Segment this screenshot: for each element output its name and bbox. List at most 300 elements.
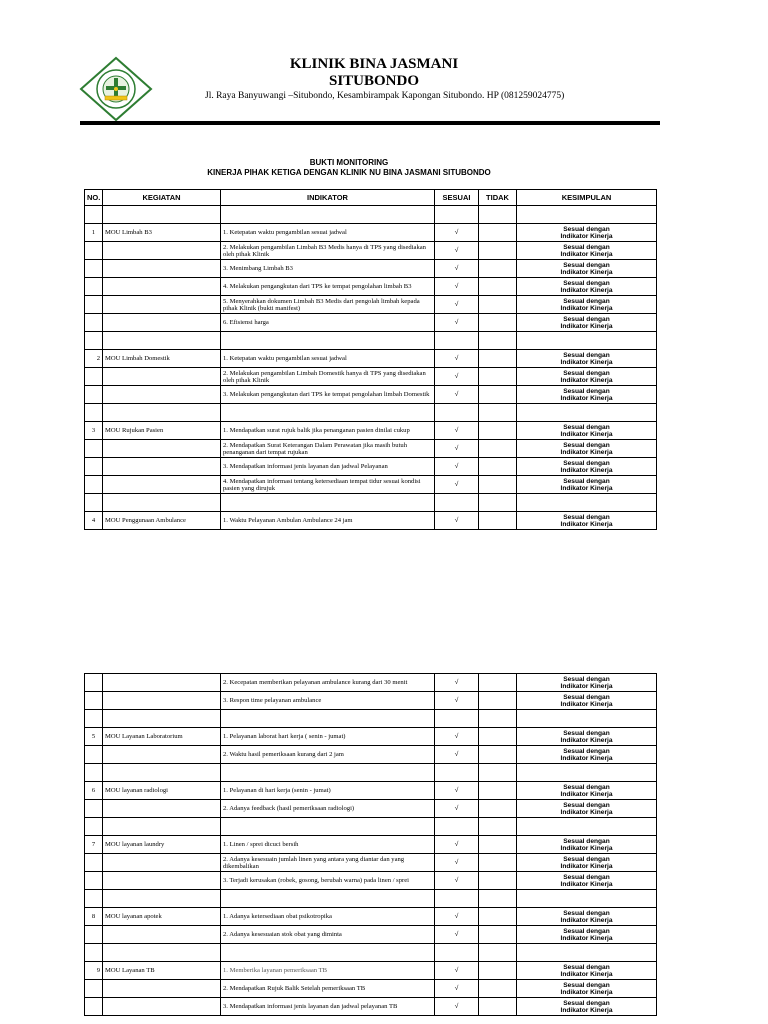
monitoring-table-part2 xyxy=(84,673,657,1016)
cell-indikator: 3. Melakukan pengangkutan dari TPS ke tempat pengolahan limbah Domestik xyxy=(221,386,435,404)
col-header-tidak: TIDAK xyxy=(479,190,517,206)
conclusion-line2: Indikator Kinerja xyxy=(560,484,613,492)
cell-no xyxy=(85,404,103,422)
cell-indikator: 2. Mendapatkan Rujuk Balik Setelah pemeriksaan TB xyxy=(221,980,435,998)
conclusion-line1: Sesual dengan xyxy=(563,423,610,431)
cell-kesimpulan xyxy=(517,944,657,962)
cell-kegiatan xyxy=(103,746,221,764)
cell-kegiatan xyxy=(103,872,221,890)
table-row xyxy=(85,296,657,314)
table-row xyxy=(85,944,657,962)
cell-tidak xyxy=(479,224,517,242)
cell-sesuai xyxy=(435,206,479,224)
table-row xyxy=(85,260,657,278)
table-row xyxy=(85,926,657,944)
conclusion-line2: Indikator Kinerja xyxy=(560,700,613,708)
cell-kegiatan xyxy=(103,458,221,476)
cell-kegiatan: MOU Layanan TB xyxy=(103,962,221,980)
cell-kesimpulan xyxy=(517,278,657,296)
table-row xyxy=(85,764,657,782)
conclusion-line2: Indikator Kinerja xyxy=(560,268,613,276)
cell-no xyxy=(85,440,103,458)
cell-kesimpulan xyxy=(517,908,657,926)
conclusion-line2: Indikator Kinerja xyxy=(560,376,613,384)
conclusion-line2: Indikator Kinerja xyxy=(560,880,613,888)
cell-sesuai: √ xyxy=(435,512,479,530)
cell-no xyxy=(85,890,103,908)
cell-no: 5 xyxy=(85,728,103,746)
cell-kegiatan xyxy=(103,242,221,260)
cell-sesuai: √ xyxy=(435,296,479,314)
cell-sesuai: √ xyxy=(435,224,479,242)
cell-no xyxy=(85,818,103,836)
conclusion-line2: Indikator Kinerja xyxy=(560,466,613,474)
monitoring-table-part1 xyxy=(84,189,657,530)
cell-kegiatan: MOU layanan laundry xyxy=(103,836,221,854)
cell-indikator: 1. Pelayanan di hari kerja (senin - jumat) xyxy=(221,782,435,800)
cell-tidak xyxy=(479,260,517,278)
col-header-no: NO. xyxy=(85,190,103,206)
conclusion-line2: Indikator Kinerja xyxy=(560,862,613,870)
conclusion-line2: Indikator Kinerja xyxy=(560,430,613,438)
cell-tidak xyxy=(479,350,517,368)
cell-no xyxy=(85,746,103,764)
conclusion-line2: Indikator Kinerja xyxy=(560,970,613,978)
cell-tidak xyxy=(479,440,517,458)
conclusion-line1: Sesual dengan xyxy=(563,729,610,737)
conclusion-line2: Indikator Kinerja xyxy=(560,754,613,762)
cell-kegiatan xyxy=(103,944,221,962)
cell-tidak xyxy=(479,458,517,476)
cell-sesuai xyxy=(435,404,479,422)
table-row xyxy=(85,368,657,386)
cell-indikator: 1. Adanya ketersediaan obat psikotropika xyxy=(221,908,435,926)
table-row xyxy=(85,512,657,530)
cell-kesimpulan xyxy=(517,926,657,944)
table-row xyxy=(85,422,657,440)
conclusion-line1: Sesual dengan xyxy=(563,747,610,755)
clinic-address: Jl. Raya Banyuwangi –Situbondo, Kesambirampak Kapongan Situbondo. HP (081259024775) xyxy=(205,91,565,101)
conclusion-line1: Sesual dengan xyxy=(563,927,610,935)
cell-tidak xyxy=(479,404,517,422)
cell-indikator: 2. Kecepatan memberikan pelayanan ambulance kurang dari 30 menit xyxy=(221,674,435,692)
table-row xyxy=(85,872,657,890)
table-row xyxy=(85,710,657,728)
cell-indikator: 1. Mendapatkan surat rujuk balik jika penanganan pasien dinilai cukup xyxy=(221,422,435,440)
cell-indikator: 2. Melakukan pengambilan Limbah Domestik hanya di TPS yang disediakan oleh pihak Klinik xyxy=(221,368,435,386)
cell-no xyxy=(85,368,103,386)
cell-kesimpulan xyxy=(517,710,657,728)
cell-kegiatan xyxy=(103,998,221,1016)
cell-kesimpulan xyxy=(517,998,657,1016)
cell-sesuai: √ xyxy=(435,692,479,710)
clinic-city: SITUBONDO xyxy=(328,73,420,89)
cell-no: 1 xyxy=(85,224,103,242)
conclusion-line2: Indikator Kinerja xyxy=(560,682,613,690)
cell-sesuai: √ xyxy=(435,350,479,368)
conclusion-line1: Sesual dengan xyxy=(563,873,610,881)
cell-kegiatan xyxy=(103,800,221,818)
cell-sesuai: √ xyxy=(435,746,479,764)
cell-sesuai xyxy=(435,710,479,728)
table-row xyxy=(85,674,657,692)
cell-kesimpulan xyxy=(517,818,657,836)
cell-kesimpulan xyxy=(517,746,657,764)
conclusion-line1: Sesual dengan xyxy=(563,441,610,449)
cell-indikator: 2. Adanya kesesuaian stok obat yang diminta xyxy=(221,926,435,944)
table-row xyxy=(85,962,657,980)
cell-kegiatan xyxy=(103,386,221,404)
table-row xyxy=(85,800,657,818)
conclusion-line2: Indikator Kinerja xyxy=(560,736,613,744)
cell-kegiatan xyxy=(103,692,221,710)
cell-sesuai: √ xyxy=(435,926,479,944)
cell-tidak xyxy=(479,710,517,728)
cell-kegiatan xyxy=(103,278,221,296)
cell-indikator: 1. Pelayanan laborat hari kerja ( senin - jumat) xyxy=(221,728,435,746)
cell-kegiatan xyxy=(103,980,221,998)
cell-no xyxy=(85,926,103,944)
conclusion-line1: Sesual dengan xyxy=(563,459,610,467)
cell-sesuai: √ xyxy=(435,800,479,818)
cell-tidak xyxy=(479,980,517,998)
cell-no xyxy=(85,710,103,728)
cell-indikator: 2. Melakukan pengambilan Limbah B3 Medis hanya di TPS yang disediakan oleh pihak Klinik xyxy=(221,242,435,260)
cell-kegiatan xyxy=(103,476,221,494)
cell-no xyxy=(85,458,103,476)
table-row xyxy=(85,440,657,458)
cell-tidak xyxy=(479,782,517,800)
cell-no xyxy=(85,854,103,872)
cell-sesuai: √ xyxy=(435,422,479,440)
conclusion-line1: Sesual dengan xyxy=(563,981,610,989)
col-header-sesuai: SESUAI xyxy=(435,190,479,206)
table-row xyxy=(85,998,657,1016)
cell-kesimpulan xyxy=(517,314,657,332)
table-row xyxy=(85,692,657,710)
cell-kegiatan: MOU Penggunaan Ambulance xyxy=(103,512,221,530)
cell-kesimpulan xyxy=(517,458,657,476)
cell-indikator: 2. Waktu hasil pemeriksaan kurang dari 2 jam xyxy=(221,746,435,764)
cell-kesimpulan xyxy=(517,296,657,314)
cell-sesuai xyxy=(435,332,479,350)
table-row xyxy=(85,242,657,260)
cell-tidak xyxy=(479,908,517,926)
cell-kesimpulan xyxy=(517,854,657,872)
cell-tidak xyxy=(479,314,517,332)
cell-kesimpulan xyxy=(517,260,657,278)
conclusion-line2: Indikator Kinerja xyxy=(560,322,613,330)
cell-indikator: 2. Adanya kesesuain jumlah linen yang antara yang diantar dan yang dikembalikan xyxy=(221,854,435,872)
cell-kesimpulan xyxy=(517,404,657,422)
conclusion-line2: Indikator Kinerja xyxy=(560,844,613,852)
cell-no xyxy=(85,278,103,296)
conclusion-line1: Sesual dengan xyxy=(563,297,610,305)
conclusion-line2: Indikator Kinerja xyxy=(560,808,613,816)
cell-kegiatan xyxy=(103,710,221,728)
cell-indikator: 3. Respon time pelayanan ambulance xyxy=(221,692,435,710)
cell-indikator: 5. Menyerahkan dokumen Limbah B3 Medis dari pengolah limbah kepada pihak Klinik (bukti manifest) xyxy=(221,296,435,314)
table-row xyxy=(85,980,657,998)
table-row xyxy=(85,350,657,368)
cell-indikator xyxy=(221,494,435,512)
conclusion-line1: Sesual dengan xyxy=(563,693,610,701)
table-row xyxy=(85,818,657,836)
cell-kesimpulan xyxy=(517,674,657,692)
cell-tidak xyxy=(479,242,517,260)
cell-kesimpulan xyxy=(517,242,657,260)
cell-sesuai: √ xyxy=(435,782,479,800)
cell-kegiatan: MOU Rujukan Pasien xyxy=(103,422,221,440)
cell-kesimpulan xyxy=(517,422,657,440)
cell-sesuai: √ xyxy=(435,728,479,746)
cell-indikator xyxy=(221,404,435,422)
conclusion-line1: Sesual dengan xyxy=(563,675,610,683)
cell-tidak xyxy=(479,746,517,764)
cell-no: 7 xyxy=(85,836,103,854)
col-header-indikator: INDIKATOR xyxy=(221,190,435,206)
cell-indikator: 1. Waktu Pelayanan Ambulan Ambulance 24 jam xyxy=(221,512,435,530)
cell-kegiatan xyxy=(103,440,221,458)
cell-kegiatan: MOU Layanan Laboratorium xyxy=(103,728,221,746)
cell-no xyxy=(85,998,103,1016)
table-row xyxy=(85,494,657,512)
cell-kegiatan xyxy=(103,674,221,692)
cell-no xyxy=(85,260,103,278)
cell-kesimpulan xyxy=(517,890,657,908)
cell-kegiatan xyxy=(103,260,221,278)
cell-kegiatan xyxy=(103,764,221,782)
cell-kegiatan xyxy=(103,854,221,872)
cell-sesuai xyxy=(435,890,479,908)
cell-kegiatan: MOU Limbah B3 xyxy=(103,224,221,242)
cell-tidak xyxy=(479,854,517,872)
cell-tidak xyxy=(479,998,517,1016)
cell-sesuai: √ xyxy=(435,980,479,998)
cell-no xyxy=(85,674,103,692)
cell-indikator: 2. Mendapatkan Surat Keterangan Dalam Perawatan jika masih butuh penanganan dari tempat rujukan xyxy=(221,440,435,458)
cell-tidak xyxy=(479,386,517,404)
cell-kesimpulan xyxy=(517,332,657,350)
cell-kegiatan xyxy=(103,368,221,386)
cell-kegiatan: MOU layanan apotek xyxy=(103,908,221,926)
cell-no xyxy=(85,800,103,818)
table-row xyxy=(85,278,657,296)
table-row xyxy=(85,476,657,494)
cell-indikator: 4. Mendapatkan informasi tentang ketersediaan tempat tidur sesuai kondisi pasien yang dirujuk xyxy=(221,476,435,494)
conclusion-line2: Indikator Kinerja xyxy=(560,232,613,240)
cell-sesuai: √ xyxy=(435,476,479,494)
table-row xyxy=(85,746,657,764)
cell-kegiatan: MOU layanan radiologi xyxy=(103,782,221,800)
conclusion-line1: Sesual dengan xyxy=(563,513,610,521)
table-row xyxy=(85,314,657,332)
cell-indikator xyxy=(221,944,435,962)
cell-kesimpulan xyxy=(517,440,657,458)
table-row xyxy=(85,854,657,872)
cell-indikator xyxy=(221,332,435,350)
cell-no: 2 xyxy=(85,350,103,368)
cell-kesimpulan xyxy=(517,368,657,386)
cell-tidak xyxy=(479,872,517,890)
conclusion-line1: Sesual dengan xyxy=(563,279,610,287)
document-title: BUKTI MONITORING xyxy=(309,158,389,167)
cell-sesuai: √ xyxy=(435,962,479,980)
cell-kesimpulan xyxy=(517,980,657,998)
conclusion-line1: Sesual dengan xyxy=(563,261,610,269)
cell-tidak xyxy=(479,962,517,980)
cell-sesuai: √ xyxy=(435,998,479,1016)
cell-kesimpulan xyxy=(517,728,657,746)
cell-tidak xyxy=(479,818,517,836)
conclusion-line1: Sesual dengan xyxy=(563,999,610,1007)
cell-sesuai: √ xyxy=(435,836,479,854)
cell-tidak xyxy=(479,206,517,224)
cell-tidak xyxy=(479,422,517,440)
cell-kesimpulan xyxy=(517,764,657,782)
cell-indikator xyxy=(221,206,435,224)
conclusion-line1: Sesual dengan xyxy=(563,351,610,359)
cell-sesuai: √ xyxy=(435,386,479,404)
conclusion-line2: Indikator Kinerja xyxy=(560,304,613,312)
cell-tidak xyxy=(479,278,517,296)
cell-kegiatan xyxy=(103,890,221,908)
cell-tidak xyxy=(479,494,517,512)
cell-kesimpulan xyxy=(517,872,657,890)
cell-sesuai: √ xyxy=(435,872,479,890)
cell-tidak xyxy=(479,476,517,494)
table-row xyxy=(85,782,657,800)
cell-no xyxy=(85,764,103,782)
table-row xyxy=(85,908,657,926)
cell-sesuai: √ xyxy=(435,674,479,692)
cell-kesimpulan xyxy=(517,386,657,404)
document-subtitle: KINERJA PIHAK KETIGA DENGAN KLINIK NU BINA JASMANI SITUBONDO xyxy=(207,168,491,177)
cell-indikator xyxy=(221,764,435,782)
cell-indikator: 1. Linen / sprei dicuci bersih xyxy=(221,836,435,854)
cell-indikator: 3. Terjadi kerusakan (robek, gosong, berubah warna) pada linen / sprei xyxy=(221,872,435,890)
cell-indikator: 3. Menimbang Limbah B3 xyxy=(221,260,435,278)
conclusion-line2: Indikator Kinerja xyxy=(560,250,613,258)
clinic-name: KLINIK BINA JASMANI xyxy=(289,56,459,72)
conclusion-line1: Sesual dengan xyxy=(563,855,610,863)
cell-sesuai xyxy=(435,944,479,962)
cell-kegiatan xyxy=(103,314,221,332)
conclusion-line1: Sesual dengan xyxy=(563,963,610,971)
cell-tidak xyxy=(479,512,517,530)
cell-no xyxy=(85,692,103,710)
cell-kegiatan xyxy=(103,296,221,314)
cell-kegiatan xyxy=(103,494,221,512)
table-row xyxy=(85,224,657,242)
cell-tidak xyxy=(479,368,517,386)
cell-indikator: 6. Efisiensi harga xyxy=(221,314,435,332)
cell-sesuai xyxy=(435,764,479,782)
cell-kesimpulan xyxy=(517,962,657,980)
cell-no: 9 xyxy=(85,962,103,980)
cell-indikator: 1. Ketepatan waktu pengambilan sesuai jadwal xyxy=(221,350,435,368)
cell-no: 3 xyxy=(85,422,103,440)
cell-sesuai: √ xyxy=(435,458,479,476)
cell-kesimpulan xyxy=(517,800,657,818)
conclusion-line1: Sesual dengan xyxy=(563,243,610,251)
cell-sesuai: √ xyxy=(435,278,479,296)
conclusion-line1: Sesual dengan xyxy=(563,783,610,791)
conclusion-line2: Indikator Kinerja xyxy=(560,790,613,798)
cell-kegiatan xyxy=(103,332,221,350)
cell-no: 4 xyxy=(85,512,103,530)
cell-tidak xyxy=(479,332,517,350)
conclusion-line2: Indikator Kinerja xyxy=(560,448,613,456)
cell-sesuai xyxy=(435,494,479,512)
cell-indikator: 1. Ketepatan waktu pengambilan sesuai jadwal xyxy=(221,224,435,242)
cell-kegiatan xyxy=(103,818,221,836)
conclusion-line1: Sesual dengan xyxy=(563,477,610,485)
cell-kesimpulan xyxy=(517,836,657,854)
cell-tidak xyxy=(479,944,517,962)
conclusion-line2: Indikator Kinerja xyxy=(560,394,613,402)
conclusion-line1: Sesual dengan xyxy=(563,387,610,395)
cell-tidak xyxy=(479,890,517,908)
conclusion-line2: Indikator Kinerja xyxy=(560,934,613,942)
cell-indikator: 3. Mendapatkan informasi jenis layanan dan jadwal Pelayanan xyxy=(221,458,435,476)
cell-indikator: 4. Melakukan pengangkutan dari TPS ke tempat pengolahan limbah B3 xyxy=(221,278,435,296)
table-row xyxy=(85,836,657,854)
cell-kesimpulan xyxy=(517,692,657,710)
conclusion-line2: Indikator Kinerja xyxy=(560,988,613,996)
cell-tidak xyxy=(479,800,517,818)
cell-kegiatan: MOU Limbah Domestik xyxy=(103,350,221,368)
conclusion-line1: Sesual dengan xyxy=(563,837,610,845)
cell-no: 6 xyxy=(85,782,103,800)
cell-no xyxy=(85,314,103,332)
conclusion-line1: Sesual dengan xyxy=(563,909,610,917)
table-row xyxy=(85,728,657,746)
table-row xyxy=(85,386,657,404)
cell-sesuai: √ xyxy=(435,854,479,872)
cell-sesuai: √ xyxy=(435,908,479,926)
cell-kegiatan xyxy=(103,206,221,224)
col-header-kesimpulan: KESIMPULAN xyxy=(517,190,657,206)
table-row xyxy=(85,332,657,350)
table-row xyxy=(85,890,657,908)
cell-sesuai: √ xyxy=(435,242,479,260)
cell-indikator: 1. Memberika layanan pemeriksaan TB xyxy=(221,962,435,980)
cell-no xyxy=(85,872,103,890)
cell-no xyxy=(85,944,103,962)
cell-no xyxy=(85,296,103,314)
cell-tidak xyxy=(479,728,517,746)
conclusion-line2: Indikator Kinerja xyxy=(560,1006,613,1014)
cell-indikator xyxy=(221,710,435,728)
cell-kesimpulan xyxy=(517,350,657,368)
cell-no xyxy=(85,980,103,998)
cell-tidak xyxy=(479,836,517,854)
cell-no xyxy=(85,332,103,350)
cell-tidak xyxy=(479,926,517,944)
cell-no xyxy=(85,242,103,260)
cell-kesimpulan xyxy=(517,494,657,512)
table-row xyxy=(85,206,657,224)
cell-indikator: 3. Mendapatkan informasi jenis layanan dan jadwal pelayanan TB xyxy=(221,998,435,1016)
cell-kesimpulan xyxy=(517,206,657,224)
conclusion-line1: Sesual dengan xyxy=(563,369,610,377)
cell-sesuai: √ xyxy=(435,260,479,278)
conclusion-line2: Indikator Kinerja xyxy=(560,358,613,366)
cell-sesuai xyxy=(435,818,479,836)
cell-tidak xyxy=(479,674,517,692)
cell-kesimpulan xyxy=(517,224,657,242)
